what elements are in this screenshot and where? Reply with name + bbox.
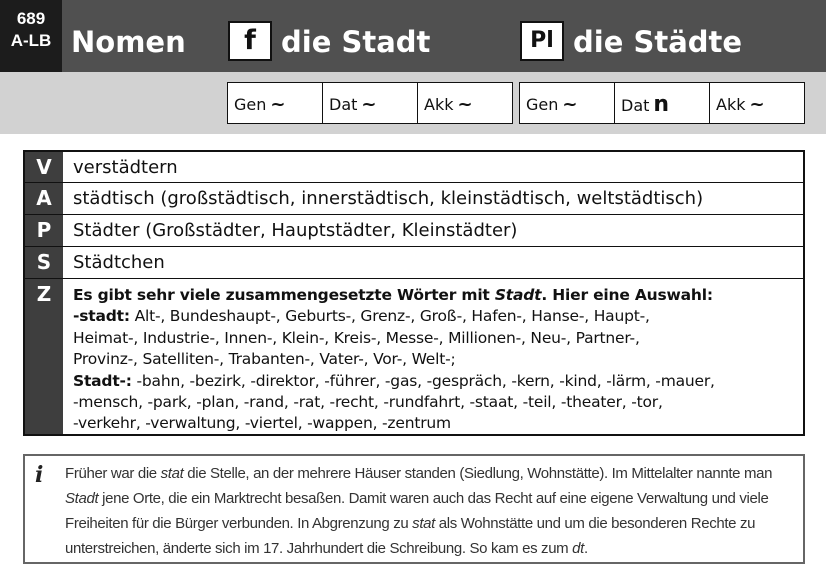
case-ending: ~ [749,94,765,115]
card-number: 689 [16,9,46,28]
case-label: Dat [621,96,650,115]
case-cell-akk-sg [418,83,512,123]
compounds-text [73,285,801,435]
etymology-info-box [23,454,805,564]
singular-gender-box: f [228,21,272,61]
singular-noun: die Stadt [281,25,431,59]
plural-case-endings [519,82,805,124]
row-diminutive [25,247,803,279]
row-letter: A [25,183,63,214]
card-range: A-LB [10,31,52,50]
info-line-2: Stadt jene Orte, die ein Marktrecht besaßen. Damit waren auch das Recht auf eine eigene Verwaltung und viele [65,490,769,507]
suffix-line-1 [73,306,801,327]
row-letter: S [25,247,63,278]
info-line-4: unterstreichen, änderte sich im 17. Jahrhundert die Schreibung. So kam es zum dt. [65,540,588,557]
suffix-words: Alt-, Bundeshaupt-, Geburts-, Grenz-, Groß-, Hafen-, Hanse-, Haupt-, [129,307,650,326]
intro-italic: Stadt [494,286,542,304]
row-letter: P [25,215,63,246]
prefix-line-2: -mensch, -park, -plan, -rand, -rat, -recht, -rundfahrt, -staat, -teil, -theater, -tor, [73,393,663,412]
plural-noun: die Städte [573,25,743,59]
case-ending: ~ [457,94,473,115]
row-verb [25,152,803,183]
case-cell-dat-sg [323,83,418,123]
info-line-1: Früher war die stat die Stelle, an der mehrere Häuser standen (Siedlung, Wohnstätte). Im Mittelalter nannte man [65,465,773,482]
case-cell-gen-pl [520,83,615,123]
intro-bold-end: . Hier eine Auswahl: [541,286,713,304]
case-label: Akk [424,95,454,114]
info-i-icon: i [35,462,44,488]
row-adjective [25,183,803,215]
case-cell-akk-pl [710,83,804,123]
word-family-table [23,150,805,436]
info-line-3: Freiheiten für die Bürger verbunden. In Abgrenzung zu stat als Wohnstätte und um die besonderen Rechte zu [65,515,756,532]
intro-bold: Es gibt sehr viele zusammengesetzte Wörter mit [73,286,495,304]
case-ending: ~ [361,94,377,115]
word-class-title: Nomen [71,25,186,59]
prefix-line-1 [73,371,801,392]
row-letter: V [25,152,63,182]
card-header [0,0,826,72]
row-text: verstädtern [73,157,178,178]
case-label: Akk [716,95,746,114]
case-label: Dat [329,95,358,114]
row-text: Städter (Großstädter, Hauptstädter, Kleinstädter) [73,220,518,241]
prefix-label: Stadt-: [73,371,132,390]
singular-case-endings [227,82,513,124]
case-label: Gen [234,95,267,114]
row-compounds [25,279,803,434]
case-cell-dat-pl [615,83,710,123]
row-text: städtisch (großstädtisch, innerstädtisch, kleinstädtisch, weltstädtisch) [73,188,704,209]
row-letter: Z [25,279,63,434]
row-text: Städtchen [73,252,165,273]
case-ending: ~ [270,94,286,115]
prefix-words: -bahn, -bezirk, -direktor, -führer, -gas, -gespräch, -kern, -kind, -lärm, -mauer, [131,371,715,390]
compounds-intro [73,285,801,306]
suffix-line-3: Provinz-, Satelliten-, Trabanten-, Vater-, Vor-, Welt-; [73,350,456,369]
row-person [25,215,803,247]
prefix-line-3: -verkehr, -verwaltung, -viertel, -wappen, -zentrum [73,414,451,433]
plural-gender-box: Pl [520,21,564,61]
case-label: Gen [526,95,559,114]
card-id-badge [0,0,62,72]
case-ending: n [653,92,670,117]
case-ending: ~ [562,94,578,115]
info-text [65,461,797,561]
suffix-line-2: Heimat-, Industrie-, Innen-, Klein-, Kreis-, Messe-, Millionen-, Neu-, Partner-, [73,328,640,347]
case-cell-gen-sg [228,83,323,123]
suffix-label: -stadt: [73,307,130,326]
